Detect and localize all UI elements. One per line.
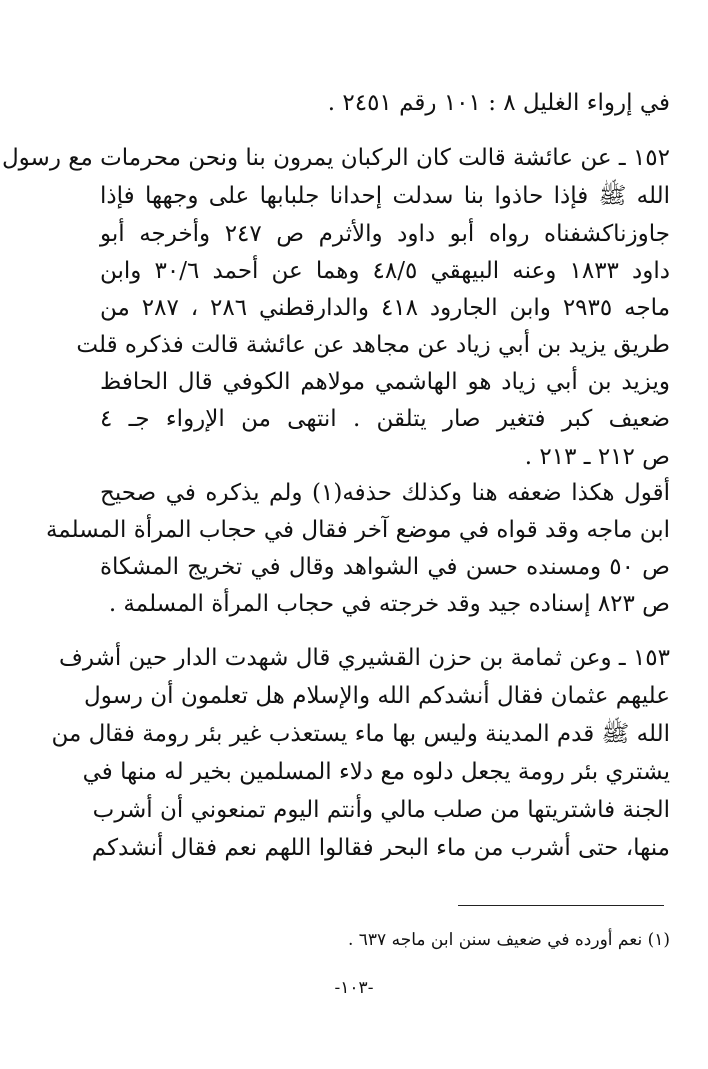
text-line: الله ﷺ قدم المدينة وليس بها ماء يستعذب غير بئر رومة فقال من: [51, 721, 670, 747]
footnote-separator: [458, 905, 664, 906]
text-line: ١٥٣ ـ وعن ثمامة بن حزن القشيري قال شهدت الدار حين أشرف: [59, 645, 670, 671]
text-line: داود ١٨٣٣ وعنه البيهقي ٤٨/٥ وهما عن أحمد ٣٠/٦ وابن: [100, 258, 670, 284]
footnote: (١) نعم أورده في ضعيف سنن ابن ماجه ٦٣٧ .: [347, 930, 670, 950]
text-line: الله ﷺ فإذا حاذوا بنا سدلت إحدانا جلبابها على وجهها فإذا: [100, 183, 670, 209]
text-line: يشتري بئر رومة يجعل دلوه مع دلاء المسلمين بخير له منها في: [82, 759, 670, 785]
text-line: ص ٥٠ ومسنده حسن في الشواهد وقال في تخريج المشكاة: [100, 554, 670, 580]
text-line: ماجه ٢٩٣٥ وابن الجارود ٤١٨ والدارقطني ٢٨٦ ، ٢٨٧ من: [100, 295, 671, 321]
text-line: ابن ماجه وقد قواه في موضع آخر فقال في حجاب المرأة المسلمة: [45, 517, 670, 543]
text-line: ضعيف كبر فتغير صار يتلقن . انتهى من الإرواء جـ ٤: [100, 406, 670, 432]
text-line: عليهم عثمان فقال أنشدكم الله والإسلام هل تعلمون أن رسول: [83, 683, 670, 709]
text-line: في إرواء الغليل ٨ : ١٠١ رقم ٢٤٥١ .: [327, 90, 670, 116]
text-line: طريق يزيد بن أبي زياد عن مجاهد عن عائشة قالت فذكره قلت: [76, 332, 670, 358]
text-line: الجنة فاشتريتها من صلب مالي وأنتم اليوم تمنعوني أن أشرب: [92, 797, 670, 823]
page-number: -١٠٣-: [334, 978, 374, 998]
text-line: ١٥٢ ـ عن عائشة قالت كان الركبان يمرون بنا ونحن محرمات مع رسول: [1, 145, 670, 171]
text-line: منها، حتى أشرب من ماء البحر فقالوا اللهم نعم فقال أنشدكم: [91, 835, 670, 861]
text-line: ص ٨٢٣ إسناده جيد وقد خرجته في حجاب المرأة المسلمة .: [108, 591, 670, 617]
text-line: جاوزناكشفناه رواه أبو داود والأثرم ص ٢٤٧ وأخرجه أبو: [100, 221, 670, 247]
text-line: ص ٢١٢ ـ ٢١٣ .: [524, 444, 670, 470]
text-line: ويزيد بن أبي زياد هو الهاشمي مولاهم الكوفي قال الحافظ: [100, 369, 670, 395]
text-line: أقول هكذا ضعفه هنا وكذلك حذفه(١) ولم يذكره في صحيح: [100, 480, 670, 506]
